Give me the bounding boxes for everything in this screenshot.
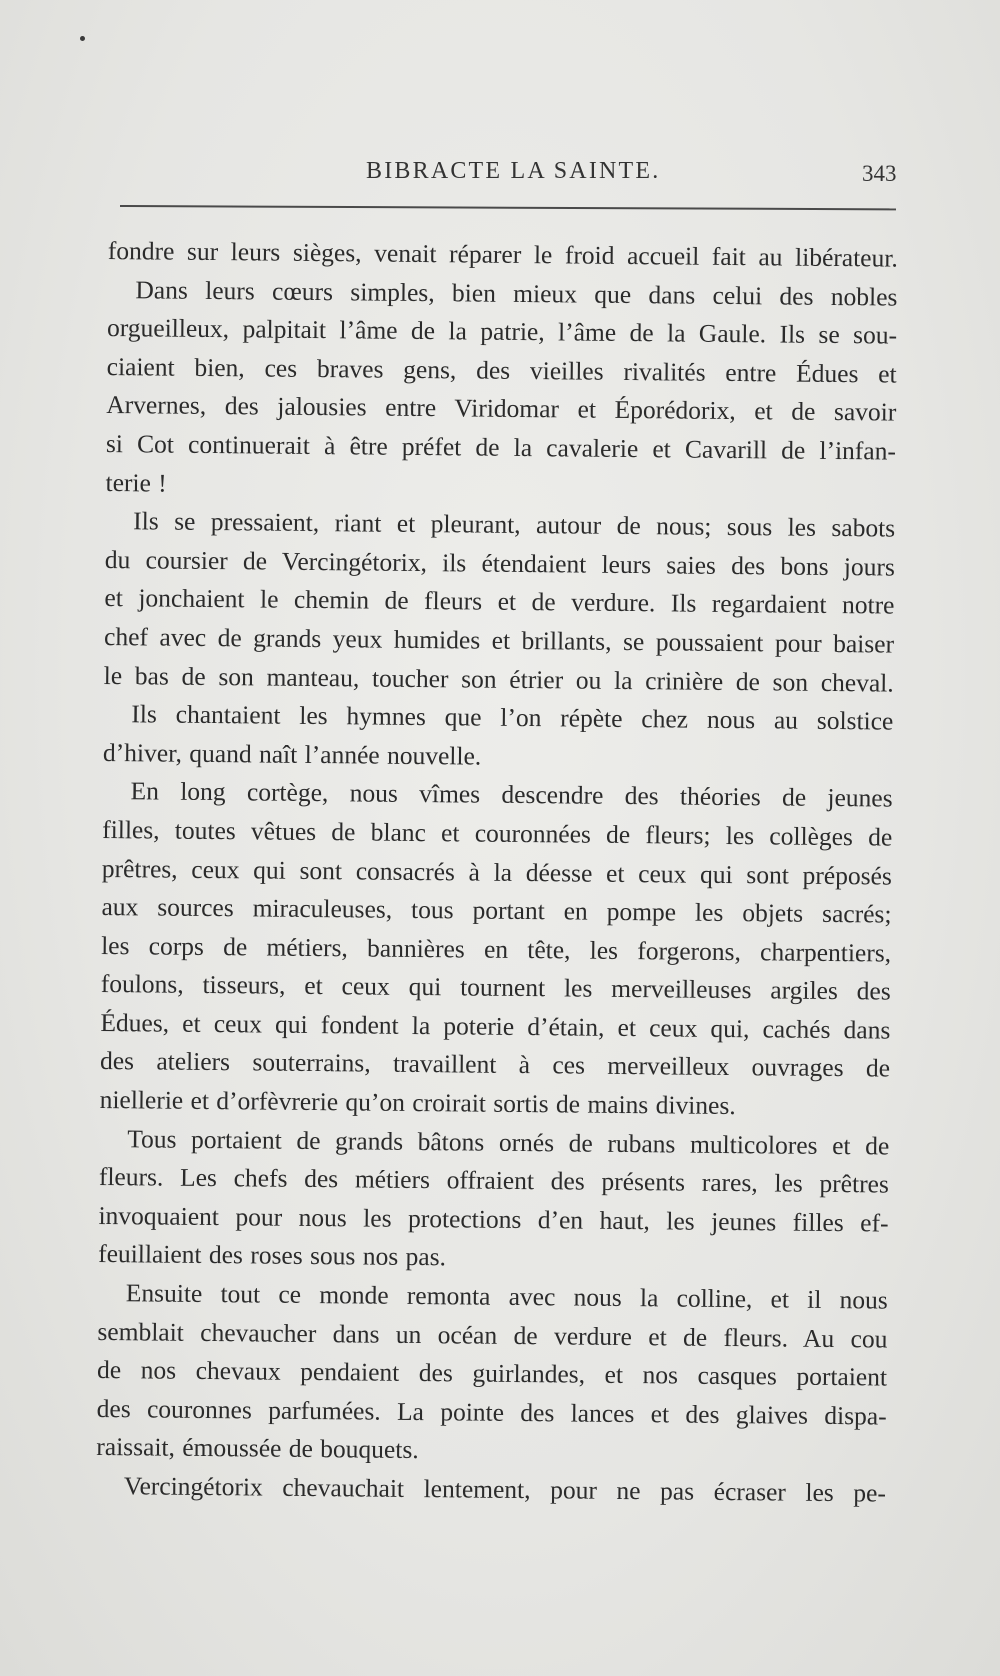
text-line: Arvernes, des jalousies entre Viridomar et Éporédorix, et de savoir: [106, 390, 897, 427]
text-line: le bas de son manteau, toucher son étrier ou la crinière de son cheval.: [103, 660, 894, 698]
text-line: des couronnes parfumées. La pointe des lances et des glaives dispa-: [96, 1393, 887, 1431]
text-line: fleurs. Les chefs des métiers offraient des présents rares, les prêtres: [98, 1162, 890, 1199]
text-line: aux sources miraculeuses, tous portant en pompe les objets sacrés;: [101, 892, 892, 929]
text-line: Édues, et ceux qui fondent la poterie d’étain, et ceux qui, cachés dans: [100, 1007, 891, 1045]
text-line: des ateliers souterrains, travaillent à ces merveilleux ouvrages de: [99, 1046, 891, 1084]
running-head: [0, 158, 1000, 198]
text-line: du coursier de Vercingétorix, ils étendaient leurs saies des bons jours: [104, 544, 895, 582]
text-line: invoquaient pour nous les protections d’en haut, les jeunes filles ef-: [98, 1200, 889, 1238]
text-line: feuillaient des roses sous nos pas.: [98, 1239, 447, 1272]
text-line: foulons, tisseurs, et ceux qui tournent les merveilleuses argiles des: [100, 969, 891, 1006]
text-line: terie !: [105, 467, 167, 498]
text-line: semblait chevaucher dans un océan de verdure et de fleurs. Au cou: [97, 1316, 888, 1354]
text-line: ciaient bien, ces braves gens, des vieilles rivalités entre Édues et: [106, 351, 897, 389]
running-title: BIBRACTE LA SAINTE.: [366, 158, 661, 184]
text-line: les corps de métiers, bannières en tête, les forgerons, charpentiers,: [101, 930, 892, 968]
text-line: Ils chantaient les hymnes que l’on répète chez nous au solstice: [131, 699, 894, 736]
ink-speck: [80, 36, 85, 41]
text-line: Dans leurs cœurs simples, bien mieux que dans celui des nobles: [135, 274, 898, 312]
page-number: 343: [862, 161, 897, 186]
text-line: Ils se pressaient, riant et pleurant, autour de nous; sous les sabots: [133, 506, 896, 543]
text-line: En long cortège, nous vîmes descendre des théories de jeunes: [130, 776, 893, 813]
text-line: filles, toutes vêtues de blanc et couronnées de fleurs; les collèges de: [102, 814, 893, 852]
text-line: niellerie et d’orfèvrerie qu’on croirait sortis de mains divines.: [99, 1085, 736, 1121]
text-line: si Cot continuerait à être préfet de la cavalerie et Cavarill de l’infan-: [105, 428, 897, 466]
text-line: raissait, émoussée de bouquets.: [96, 1432, 419, 1465]
text-line: et jonchaient le chemin de fleurs et de verdure. Ils regardaient notre: [104, 583, 895, 620]
text-line: de nos chevaux pendaient des guirlandes, et nos casques portaient: [96, 1355, 888, 1392]
text-line: chef avec de grands yeux humides et brillants, se poussaient pour baiser: [103, 621, 895, 659]
body-text: [96, 232, 898, 1513]
header-rule: [120, 205, 896, 210]
text-line: fondre sur leurs sièges, venait réparer le froid accueil fait au libérateur.: [107, 235, 898, 273]
text-line: prêtres, ceux qui sont consacrés à la déesse et ceux qui sont préposés: [101, 853, 892, 891]
text-line: orgueilleux, palpitait l’âme de la patrie, l’âme de la Gaule. Ils se sou-: [106, 313, 898, 350]
text-line: Ensuite tout ce monde remonta avec nous la colline, et il nous: [125, 1278, 888, 1315]
text-line: Tous portaient de grands bâtons ornés de rubans multicolores et de: [127, 1123, 890, 1161]
text-line: Vercingétorix chevauchait lentement, pour ne pas écraser les pe-: [123, 1471, 887, 1508]
text-line: d’hiver, quand naît l’année nouvelle.: [102, 737, 482, 771]
